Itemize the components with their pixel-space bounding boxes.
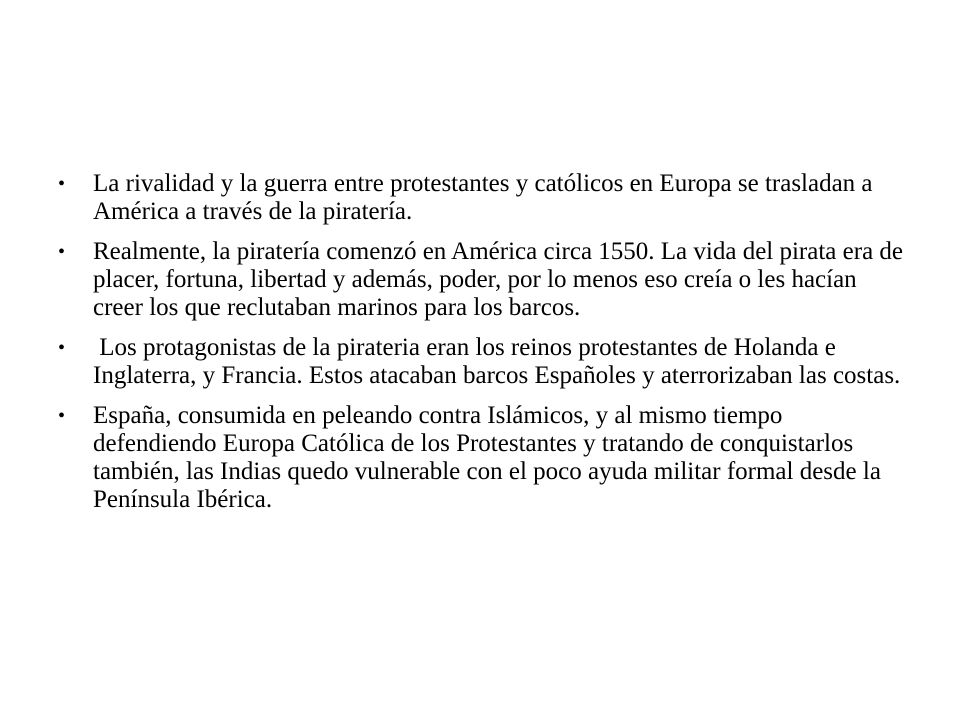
bullet-icon: • xyxy=(58,405,66,427)
bullet-text: Realmente, la piratería comenzó en América circa 1550. La vida del pirata era de placer, fortuna, libertad y además, poder, por lo menos eso creía o les hacían creer los que reclutaban marinos para los barcos. xyxy=(93,238,904,321)
list-item xyxy=(58,334,908,390)
bullet-text: España, consumida en peleando contra Islámicos, y al mismo tiempo defendiendo Europa Católica de los Protestantes y tratando de conquistarlos también, las Indias quedo vulnerable con el poco ayuda militar formal desde la Península Ibérica. xyxy=(93,402,881,513)
bullet-list xyxy=(58,170,908,526)
list-item xyxy=(58,170,908,226)
list-item xyxy=(58,402,908,514)
bullet-text: Los protagonistas de la pirateria eran los reinos protestantes de Holanda e Inglaterra, y Francia. Estos atacaban barcos Españoles y aterrorizaban las costas. xyxy=(93,334,901,389)
bullet-icon: • xyxy=(58,241,66,263)
list-item xyxy=(58,238,908,322)
bullet-text: La rivalidad y la guerra entre protestantes y católicos en Europa se trasladan a América a través de la piratería. xyxy=(93,170,873,225)
bullet-icon: • xyxy=(58,337,66,359)
bullet-icon: • xyxy=(58,173,66,195)
